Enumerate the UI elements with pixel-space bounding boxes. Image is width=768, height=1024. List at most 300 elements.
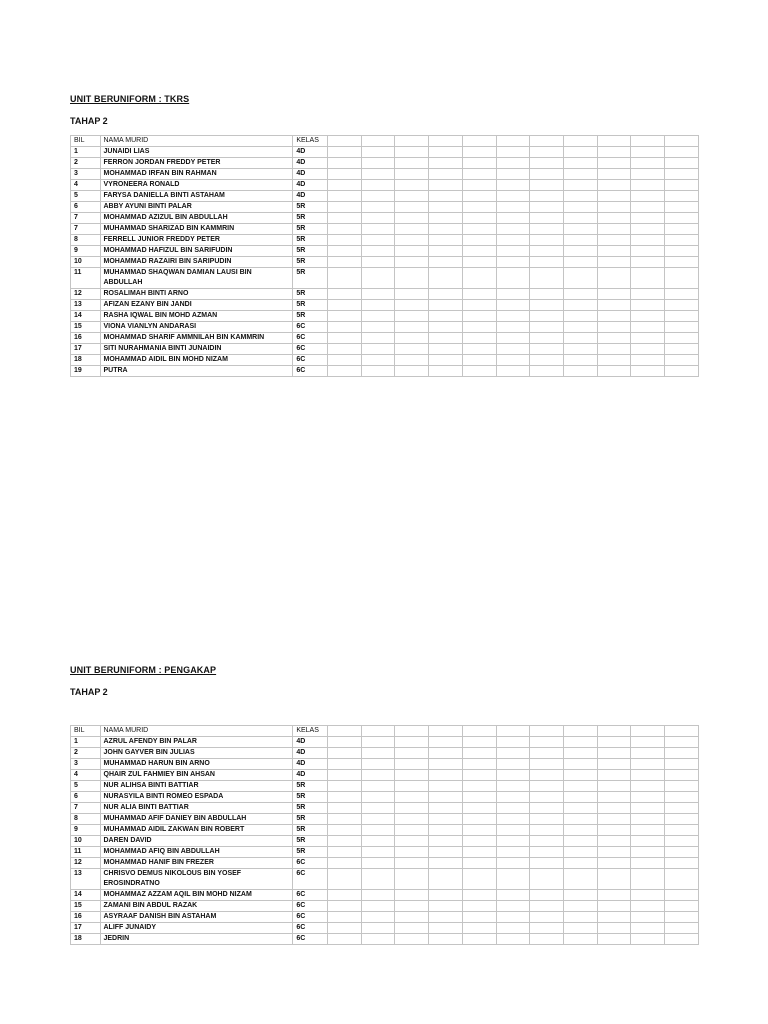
blank-cell: [395, 770, 429, 781]
cell-bil: 10: [71, 836, 101, 847]
blank-cell: [564, 322, 598, 333]
cell-nama-murid: AFIZAN EZANY BIN JANDI: [100, 300, 293, 311]
blank-cell: [631, 300, 665, 311]
blank-cell: [462, 770, 496, 781]
blank-cell: [631, 923, 665, 934]
blank-cell: [597, 847, 631, 858]
blank-cell: [395, 726, 429, 737]
blank-cell: [429, 333, 463, 344]
cell-bil: 5: [71, 781, 101, 792]
blank-cell: [361, 748, 395, 759]
blank-cell: [462, 748, 496, 759]
blank-cell: [631, 748, 665, 759]
blank-cell: [429, 257, 463, 268]
blank-cell: [496, 726, 530, 737]
cell-nama-murid: NUR ALIHSA BINTI BATTIAR: [100, 781, 293, 792]
blank-cell: [395, 934, 429, 945]
blank-cell: [462, 781, 496, 792]
blank-cell: [496, 158, 530, 169]
blank-cell: [530, 235, 564, 246]
blank-cell: [597, 333, 631, 344]
blank-cell: [530, 246, 564, 257]
blank-cell: [597, 191, 631, 202]
blank-cell: [395, 901, 429, 912]
blank-cell: [462, 355, 496, 366]
blank-cell: [361, 737, 395, 748]
table-row: [71, 825, 699, 836]
blank-cell: [665, 726, 699, 737]
blank-cell: [462, 759, 496, 770]
cell-bil: 5: [71, 191, 101, 202]
blank-cell: [361, 213, 395, 224]
blank-cell: [496, 311, 530, 322]
blank-cell: [665, 289, 699, 300]
blank-cell: [462, 169, 496, 180]
blank-cell: [496, 235, 530, 246]
blank-cell: [328, 923, 362, 934]
cell-bil: 1: [71, 737, 101, 748]
blank-cell: [564, 869, 598, 890]
blank-cell: [496, 890, 530, 901]
blank-cell: [530, 759, 564, 770]
table-row: [71, 191, 699, 202]
blank-cell: [564, 901, 598, 912]
blank-cell: [597, 147, 631, 158]
header-kelas: KELAS: [293, 136, 328, 147]
blank-cell: [328, 890, 362, 901]
blank-cell: [361, 147, 395, 158]
cell-kelas: 4D: [293, 748, 328, 759]
blank-cell: [462, 869, 496, 890]
blank-cell: [631, 169, 665, 180]
blank-cell: [429, 803, 463, 814]
table-row: [71, 147, 699, 158]
blank-cell: [665, 333, 699, 344]
cell-nama-murid: FERRON JORDAN FREDDY PETER: [100, 158, 293, 169]
blank-cell: [530, 814, 564, 825]
table-row: [71, 158, 699, 169]
blank-cell: [530, 311, 564, 322]
cell-nama-murid: MUHAMMAD SHAQWAN DAMIAN LAUSI BIN ABDULLAH: [100, 268, 293, 289]
blank-cell: [631, 803, 665, 814]
blank-cell: [564, 847, 598, 858]
blank-cell: [496, 748, 530, 759]
blank-cell: [631, 814, 665, 825]
blank-cell: [597, 792, 631, 803]
blank-cell: [395, 344, 429, 355]
blank-cell: [328, 224, 362, 235]
blank-cell: [665, 355, 699, 366]
blank-cell: [530, 169, 564, 180]
blank-cell: [597, 300, 631, 311]
blank-cell: [665, 311, 699, 322]
blank-cell: [597, 858, 631, 869]
blank-cell: [564, 213, 598, 224]
blank-cell: [631, 158, 665, 169]
cell-nama-murid: MUHAMMAD HARUN BIN ARNO: [100, 759, 293, 770]
table-row: [71, 344, 699, 355]
cell-kelas: 6C: [293, 869, 328, 890]
cell-kelas: 6C: [293, 322, 328, 333]
blank-cell: [328, 366, 362, 377]
blank-cell: [395, 300, 429, 311]
blank-cell: [395, 836, 429, 847]
blank-cell: [395, 366, 429, 377]
blank-cell: [496, 213, 530, 224]
blank-cell: [328, 246, 362, 257]
blank-cell: [395, 792, 429, 803]
blank-cell: [564, 890, 598, 901]
blank-cell: [530, 213, 564, 224]
blank-cell: [395, 224, 429, 235]
blank-cell: [496, 289, 530, 300]
cell-kelas: 4D: [293, 770, 328, 781]
cell-bil: 4: [71, 770, 101, 781]
blank-cell: [530, 147, 564, 158]
blank-cell: [665, 847, 699, 858]
blank-cell: [665, 814, 699, 825]
blank-cell: [530, 792, 564, 803]
blank-cell: [631, 726, 665, 737]
cell-kelas: 6C: [293, 923, 328, 934]
blank-cell: [361, 825, 395, 836]
blank-cell: [564, 737, 598, 748]
blank-cell: [631, 202, 665, 213]
blank-cell: [597, 748, 631, 759]
blank-cell: [496, 257, 530, 268]
blank-cell: [395, 268, 429, 289]
blank-cell: [631, 737, 665, 748]
blank-cell: [564, 836, 598, 847]
blank-cell: [361, 858, 395, 869]
blank-cell: [564, 147, 598, 158]
cell-bil: 19: [71, 366, 101, 377]
cell-kelas: 5R: [293, 847, 328, 858]
blank-cell: [597, 803, 631, 814]
table-row: [71, 366, 699, 377]
cell-nama-murid: ABBY AYUNI BINTI PALAR: [100, 202, 293, 213]
table-row: [71, 770, 699, 781]
blank-cell: [631, 759, 665, 770]
blank-cell: [530, 158, 564, 169]
blank-cell: [631, 213, 665, 224]
blank-cell: [496, 934, 530, 945]
cell-bil: 2: [71, 158, 101, 169]
blank-cell: [597, 311, 631, 322]
blank-cell: [665, 901, 699, 912]
blank-cell: [395, 246, 429, 257]
blank-cell: [631, 180, 665, 191]
blank-cell: [665, 169, 699, 180]
cell-nama-murid: QHAIR ZUL FAHMIEY BIN AHSAN: [100, 770, 293, 781]
blank-cell: [530, 737, 564, 748]
blank-cell: [530, 934, 564, 945]
section-tkrs: [70, 93, 699, 377]
blank-cell: [665, 923, 699, 934]
blank-cell: [631, 792, 665, 803]
blank-cell: [631, 246, 665, 257]
table-row: [71, 333, 699, 344]
blank-cell: [564, 191, 598, 202]
blank-cell: [429, 202, 463, 213]
blank-cell: [530, 726, 564, 737]
blank-cell: [496, 759, 530, 770]
blank-cell: [361, 923, 395, 934]
blank-cell: [496, 836, 530, 847]
blank-cell: [328, 300, 362, 311]
blank-cell: [395, 322, 429, 333]
table-row: [71, 923, 699, 934]
blank-cell: [429, 246, 463, 257]
blank-cell: [564, 235, 598, 246]
cell-nama-murid: MUHAMMAD SHARIZAD BIN KAMMRIN: [100, 224, 293, 235]
blank-cell: [328, 770, 362, 781]
blank-cell: [597, 781, 631, 792]
cell-bil: 14: [71, 890, 101, 901]
blank-cell: [361, 366, 395, 377]
blank-cell: [462, 202, 496, 213]
blank-cell: [462, 268, 496, 289]
blank-cell: [564, 300, 598, 311]
blank-cell: [665, 268, 699, 289]
header-bil: BIL: [71, 136, 101, 147]
cell-bil: 13: [71, 869, 101, 890]
blank-cell: [361, 202, 395, 213]
blank-cell: [462, 847, 496, 858]
cell-nama-murid: AZRUL AFENDY BIN PALAR: [100, 737, 293, 748]
unit-title: UNIT BERUNIFORM : PENGAKAP: [70, 665, 217, 675]
blank-cell: [361, 246, 395, 257]
blank-cell: [530, 869, 564, 890]
blank-cell: [597, 770, 631, 781]
cell-nama-murid: PUTRA: [100, 366, 293, 377]
table-row: [71, 934, 699, 945]
blank-cell: [496, 901, 530, 912]
blank-cell: [496, 268, 530, 289]
blank-cell: [395, 235, 429, 246]
blank-cell: [395, 289, 429, 300]
blank-cell: [395, 333, 429, 344]
table-row: [71, 836, 699, 847]
blank-cell: [429, 322, 463, 333]
blank-cell: [395, 136, 429, 147]
blank-cell: [462, 836, 496, 847]
blank-cell: [496, 847, 530, 858]
blank-cell: [496, 333, 530, 344]
blank-cell: [597, 136, 631, 147]
cell-bil: 6: [71, 202, 101, 213]
blank-cell: [361, 781, 395, 792]
blank-cell: [328, 847, 362, 858]
blank-cell: [328, 759, 362, 770]
blank-cell: [665, 322, 699, 333]
blank-cell: [462, 792, 496, 803]
blank-cell: [328, 322, 362, 333]
cell-nama-murid: MUHAMMAD AIDIL ZAKWAN BIN ROBERT: [100, 825, 293, 836]
blank-cell: [496, 912, 530, 923]
cell-nama-murid: MOHAMMAD IRFAN BIN RAHMAN: [100, 169, 293, 180]
blank-cell: [631, 257, 665, 268]
blank-cell: [530, 202, 564, 213]
blank-cell: [564, 759, 598, 770]
blank-cell: [328, 869, 362, 890]
blank-cell: [328, 792, 362, 803]
blank-cell: [462, 344, 496, 355]
blank-cell: [631, 268, 665, 289]
blank-cell: [361, 235, 395, 246]
blank-cell: [395, 257, 429, 268]
blank-cell: [631, 235, 665, 246]
blank-cell: [564, 257, 598, 268]
blank-cell: [395, 158, 429, 169]
cell-kelas: 5R: [293, 825, 328, 836]
header-nama-murid: NAMA MURID: [100, 726, 293, 737]
blank-cell: [564, 726, 598, 737]
blank-cell: [665, 781, 699, 792]
blank-cell: [665, 180, 699, 191]
cell-kelas: 5R: [293, 213, 328, 224]
blank-cell: [631, 858, 665, 869]
blank-cell: [462, 912, 496, 923]
cell-nama-murid: SITI NURAHMANIA BINTI JUNAIDIN: [100, 344, 293, 355]
cell-nama-murid: FARYSA DANIELLA BINTI ASTAHAM: [100, 191, 293, 202]
blank-cell: [328, 180, 362, 191]
blank-cell: [631, 934, 665, 945]
blank-cell: [429, 169, 463, 180]
table-row: [71, 792, 699, 803]
blank-cell: [395, 781, 429, 792]
blank-cell: [496, 781, 530, 792]
blank-cell: [328, 737, 362, 748]
blank-cell: [328, 858, 362, 869]
blank-cell: [665, 246, 699, 257]
blank-cell: [564, 268, 598, 289]
blank-cell: [361, 136, 395, 147]
blank-cell: [361, 836, 395, 847]
blank-cell: [631, 224, 665, 235]
blank-cell: [429, 268, 463, 289]
blank-cell: [530, 912, 564, 923]
table-row: [71, 847, 699, 858]
cell-nama-murid: MOHAMMAD HANIF BIN FREZER: [100, 858, 293, 869]
blank-cell: [564, 803, 598, 814]
cell-nama-murid: JOHN GAYVER BIN JULIAS: [100, 748, 293, 759]
blank-cell: [328, 136, 362, 147]
header-nama-murid: NAMA MURID: [100, 136, 293, 147]
blank-cell: [328, 311, 362, 322]
blank-cell: [631, 147, 665, 158]
blank-cell: [395, 814, 429, 825]
blank-cell: [530, 770, 564, 781]
blank-cell: [328, 803, 362, 814]
blank-cell: [631, 191, 665, 202]
cell-bil: 11: [71, 847, 101, 858]
blank-cell: [564, 136, 598, 147]
blank-cell: [361, 901, 395, 912]
blank-cell: [530, 180, 564, 191]
blank-cell: [665, 224, 699, 235]
blank-cell: [361, 890, 395, 901]
blank-cell: [564, 814, 598, 825]
blank-cell: [361, 770, 395, 781]
blank-cell: [462, 147, 496, 158]
blank-cell: [462, 803, 496, 814]
blank-cell: [530, 289, 564, 300]
blank-cell: [361, 759, 395, 770]
table-header-row: [71, 726, 699, 737]
blank-cell: [564, 934, 598, 945]
blank-cell: [564, 311, 598, 322]
cell-nama-murid: NURASYILA BINTI ROMEO ESPADA: [100, 792, 293, 803]
blank-cell: [597, 814, 631, 825]
table-row: [71, 246, 699, 257]
cell-bil: 9: [71, 825, 101, 836]
cell-kelas: 6C: [293, 901, 328, 912]
blank-cell: [462, 366, 496, 377]
blank-cell: [530, 803, 564, 814]
blank-cell: [631, 333, 665, 344]
blank-cell: [462, 311, 496, 322]
blank-cell: [564, 202, 598, 213]
blank-cell: [328, 257, 362, 268]
blank-cell: [496, 803, 530, 814]
blank-cell: [361, 289, 395, 300]
blank-cell: [395, 180, 429, 191]
blank-cell: [564, 333, 598, 344]
blank-cell: [631, 344, 665, 355]
cell-nama-murid: RASHA IQWAL BIN MOHD AZMAN: [100, 311, 293, 322]
blank-cell: [462, 289, 496, 300]
cell-bil: 15: [71, 322, 101, 333]
table-row: [71, 289, 699, 300]
blank-cell: [395, 912, 429, 923]
cell-nama-murid: MOHAMMAD AFIQ BIN ABDULLAH: [100, 847, 293, 858]
blank-cell: [328, 814, 362, 825]
cell-bil: 8: [71, 814, 101, 825]
blank-cell: [597, 268, 631, 289]
blank-cell: [361, 803, 395, 814]
blank-cell: [496, 825, 530, 836]
blank-cell: [631, 836, 665, 847]
table-row: [71, 869, 699, 890]
blank-cell: [597, 202, 631, 213]
blank-cell: [631, 289, 665, 300]
blank-cell: [597, 213, 631, 224]
blank-cell: [665, 257, 699, 268]
blank-cell: [496, 366, 530, 377]
blank-cell: [361, 869, 395, 890]
blank-cell: [496, 344, 530, 355]
cell-nama-murid: NUR ALIA BINTI BATTIAR: [100, 803, 293, 814]
blank-cell: [530, 300, 564, 311]
blank-cell: [429, 912, 463, 923]
table-row: [71, 737, 699, 748]
blank-cell: [496, 169, 530, 180]
blank-cell: [462, 322, 496, 333]
cell-kelas: 5R: [293, 268, 328, 289]
cell-kelas: 5R: [293, 814, 328, 825]
blank-cell: [429, 726, 463, 737]
blank-cell: [429, 759, 463, 770]
blank-cell: [328, 169, 362, 180]
blank-cell: [665, 934, 699, 945]
cell-kelas: 4D: [293, 737, 328, 748]
blank-cell: [429, 836, 463, 847]
cell-nama-murid: MUHAMMAD AFIF DANIEY BIN ABDULLAH: [100, 814, 293, 825]
blank-cell: [564, 792, 598, 803]
blank-cell: [429, 147, 463, 158]
blank-cell: [429, 858, 463, 869]
